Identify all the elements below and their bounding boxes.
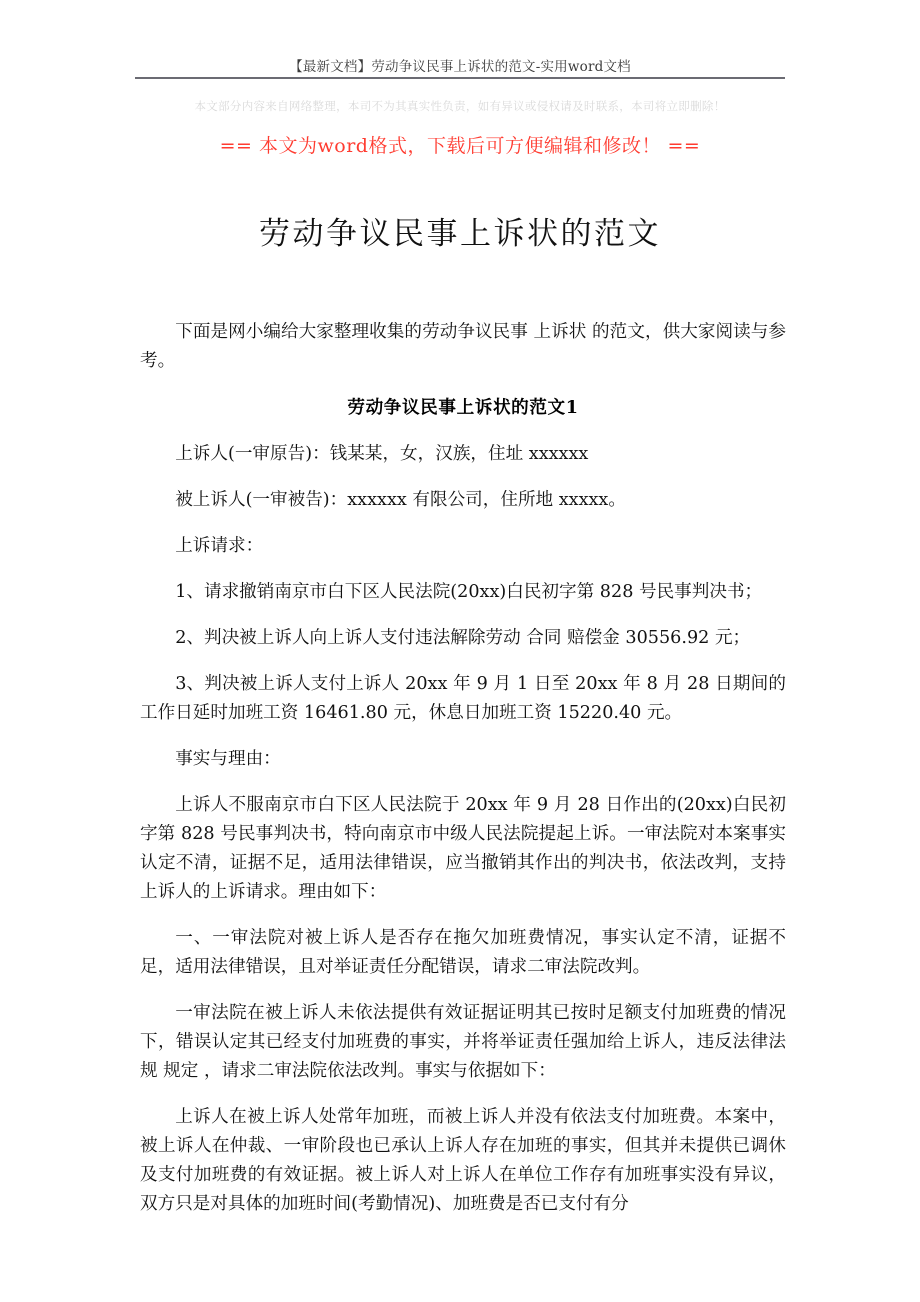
appeal-request-item-3: 3、判决被上诉人支付上诉人 20xx 年 9 月 1 日至 20xx 年 8 月 28 日期间的工作日延时加班工资 16461.80 元，休息日加班工资 15220.40 元。 (140, 674, 786, 723)
facts-and-reasons-label: 事实与理由： (175, 749, 281, 769)
appellee-line: 被上诉人(一审被告)：xxxxxx 有限公司，住所地 xxxxx。 (175, 490, 626, 510)
facts-paragraph-1: 上诉人不服南京市白下区人民法院于 20xx 年 9 月 28 日作出的(20xx)白民初字第 828 号民事判决书，特向南京市中级人民法院提起上诉。一审法院对本案事实认定不清，证据不足，适用法律错误，应当撤销其作出的判决书，依法改判，支持上诉人的上诉请求。理由如下： (140, 795, 786, 902)
page-title: 劳动争议民事上诉状的范文 (259, 216, 661, 252)
reason-item-1: 一、一审法院对被上诉人是否存在拖欠加班费情况，事实认定不清，证据不足，适用法律错误，且对举证责任分配错误，请求二审法院改判。 (140, 928, 786, 977)
reason-detail-1: 一审法院在被上诉人未依法提供有效证据证明其已按时足额支付加班费的情况下，错误认定其已经支付加班费的事实，并将举证责任强加给上诉人，违反法律法规 规定 ，请求二审法院依法改判。事实与依据如下： (140, 1003, 786, 1081)
reason-detail-2: 上诉人在被上诉人处常年加班，而被上诉人并没有依法支付加班费。本案中，被上诉人在仲裁、一审阶段也已承认上诉人存在加班的事实，但其并未提供已调休及支付加班费的有效证据。被上诉人对上诉人在单位工作存有加班事实没有异议，双方只是对具体的加班时间(考勤情况)、加班费是否已支付有分 (140, 1107, 786, 1214)
header-divider (135, 77, 785, 79)
word-format-notice: == 本文为word格式，下载后可方便编辑和修改！ == (219, 135, 701, 157)
appeal-request-item-1: 1、请求撤销南京市白下区人民法院(20xx)白民初字第 828 号民事判决书； (175, 582, 763, 602)
intro-paragraph: 下面是网小编给大家整理收集的劳动争议民事 上诉状 的范文，供大家阅读与参考。 (140, 322, 786, 371)
last-paragraph-clip (140, 1103, 786, 1219)
disclaimer-text: 本文部分内容来自网络整理，本司不为其真实性负责，如有异议或侵权请及时联系，本司将立即删除！ (194, 99, 726, 113)
document-header-title: 【最新文档】劳动争议民事上诉状的范文-实用word文档 (289, 59, 631, 75)
document-body (140, 318, 786, 1219)
appeal-request-item-2: 2、判决被上诉人向上诉人支付违法解除劳动 合同 赔偿金 30556.92 元； (175, 628, 751, 648)
appeal-request-label: 上诉请求： (175, 536, 264, 556)
section-heading: 劳动争议民事上诉状的范文1 (347, 397, 579, 418)
appellant-line: 上诉人(一审原告)：钱某某，女，汉族，住址 xxxxxx (175, 444, 589, 464)
